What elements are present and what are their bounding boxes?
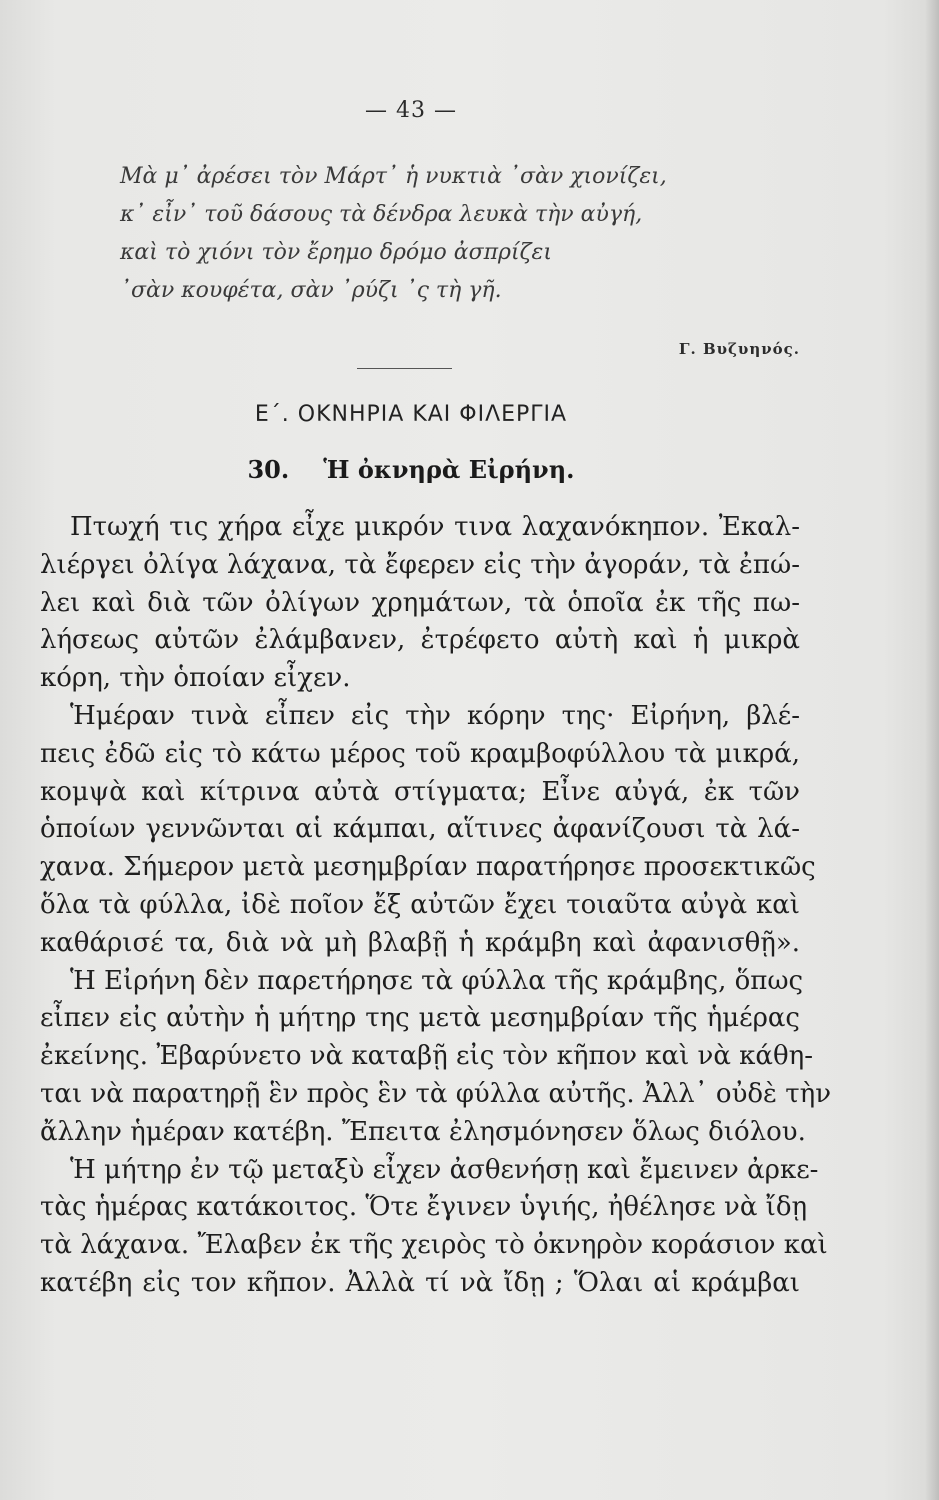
- poem-line: καὶ τὸ χιόνι τὸν ἔρημο δρόμο ἀσπρίζει: [120, 240, 552, 265]
- body-line: λει καὶ διὰ τῶν ὀλίγων χρημάτων, τὰ ὁποῖα ἐκ τῆς πω-: [40, 587, 800, 618]
- body-line: λήσεως αὐτῶν ἐλάμβανεν, ἐτρέφετο αὐτὴ καὶ ἡ μικρὰ: [40, 625, 800, 656]
- body-line: πεις ἐδῶ εἰς τὸ κάτω μέρος τοῦ κραμβοφύλλου τὰ μικρά,: [40, 738, 800, 769]
- page-number: — 43 —: [365, 98, 457, 123]
- body-line: τὰ λάχανα. Ἔλαβεν ἐκ τῆς χειρὸς τὸ ὀκνηρὸν κοράσιον καὶ: [40, 1230, 828, 1261]
- page-edge-shadow: [925, 0, 939, 1500]
- lesson-number: 30.: [247, 455, 290, 484]
- body-line: ἄλλην ἡμέραν κατέβη. Ἔπειτα ἐλησμόνησεν ὅλως διόλου.: [40, 1116, 806, 1147]
- body-line: χανα. Σήμερον μετὰ μεσημβρίαν παρατήρησε προσεκτικῶς: [40, 852, 816, 883]
- body-line: ὅλα τὰ φύλλα, ἰδὲ ποῖον ἔξ αὐτῶν ἔχει τοιαῦτα αὐγὰ καὶ: [40, 889, 800, 920]
- poem-line: κ᾽ εἶν᾽ τοῦ δάσους τὰ δένδρα λευκὰ τὴν αὐγή,: [120, 202, 643, 227]
- body-line: τὰς ἡμέρας κατάκοιτος. Ὅτε ἔγινεν ὑγιής, ἠθέλησε νὰ ἴδῃ: [40, 1192, 808, 1223]
- body-line: λιέργει ὀλίγα λάχανα, τὰ ἔφερεν εἰς τὴν ἀγοράν, τὰ ἐπώ-: [40, 549, 800, 580]
- body-line: ται νὰ παρατηρῇ ἓν πρὸς ἓν τὰ φύλλα αὐτῆς. Ἀλλ᾽ οὐδὲ τὴν: [40, 1078, 832, 1109]
- poem-line: ᾽σὰν κουφέτα, σὰν ᾽ρύζι ᾽ς τὴ γῆ.: [120, 278, 502, 303]
- body-line: κόρη, τὴν ὁποίαν εἶχεν.: [40, 663, 351, 694]
- body-line: κατέβη εἰς τον κῆπον. Ἀλλὰ τί νὰ ἴδῃ ; Ὅλαι αἱ κράμβαι: [40, 1267, 800, 1298]
- body-line: Ἡ μήτηρ ἐν τῷ μεταξὺ εἶχεν ἀσθενήσῃ καὶ ἔμεινεν ἀρκε-: [70, 1154, 819, 1185]
- body-line: ὁποίων γεννῶνται αἱ κάμπαι, αἵτινες ἀφανίζουσι τὰ λά-: [40, 814, 800, 845]
- poem: [120, 158, 760, 310]
- section-divider: [357, 368, 452, 369]
- section-heading: Ε΄. ΟΚΝΗΡΙΑ ΚΑΙ ΦΙΛΕΡΓΙΑ: [254, 402, 568, 427]
- poem-line: Μὰ μ᾽ ἀρέσει τὸν Μάρτ᾽ ἡ νυκτιὰ ᾽σὰν χιονίζει,: [120, 164, 667, 189]
- body-line: εἶπεν εἰς αὐτὴν ἡ μήτηρ της μετὰ μεσημβρίαν τῆς ἡμέρας: [40, 1003, 800, 1034]
- body-line: Ἡ Εἰρήνη δὲν παρετήρησε τὰ φύλλα τῆς κράμβης, ὅπως: [70, 965, 804, 996]
- lesson-title-text: Ἡ ὀκνηρὰ Εἰρήνη.: [323, 455, 575, 484]
- body-line: Πτωχή τις χήρα εἶχε μικρόν τινα λαχανόκηπον. Ἐκαλ-: [70, 512, 800, 542]
- body-text: [40, 509, 832, 1303]
- lesson-title: [0, 455, 822, 484]
- body-line: ἐκείνης. Ἐβαρύνετο νὰ καταβῇ εἰς τὸν κῆπον καὶ νὰ κάθη-: [40, 1041, 813, 1072]
- body-line: καθάρισέ τα, διὰ νὰ μὴ βλαβῇ ἡ κράμβη καὶ ἀφανισθῇ».: [40, 927, 800, 958]
- body-line: κομψὰ καὶ κίτρινα αὐτὰ στίγματα; Εἶνε αὐγά, ἐκ τῶν: [40, 776, 800, 807]
- poem-author: Γ. Βυζυηνός.: [678, 340, 800, 358]
- body-line: Ἡμέραν τινὰ εἶπεν εἰς τὴν κόρην της· Εἰρήνη, βλέ-: [70, 700, 800, 731]
